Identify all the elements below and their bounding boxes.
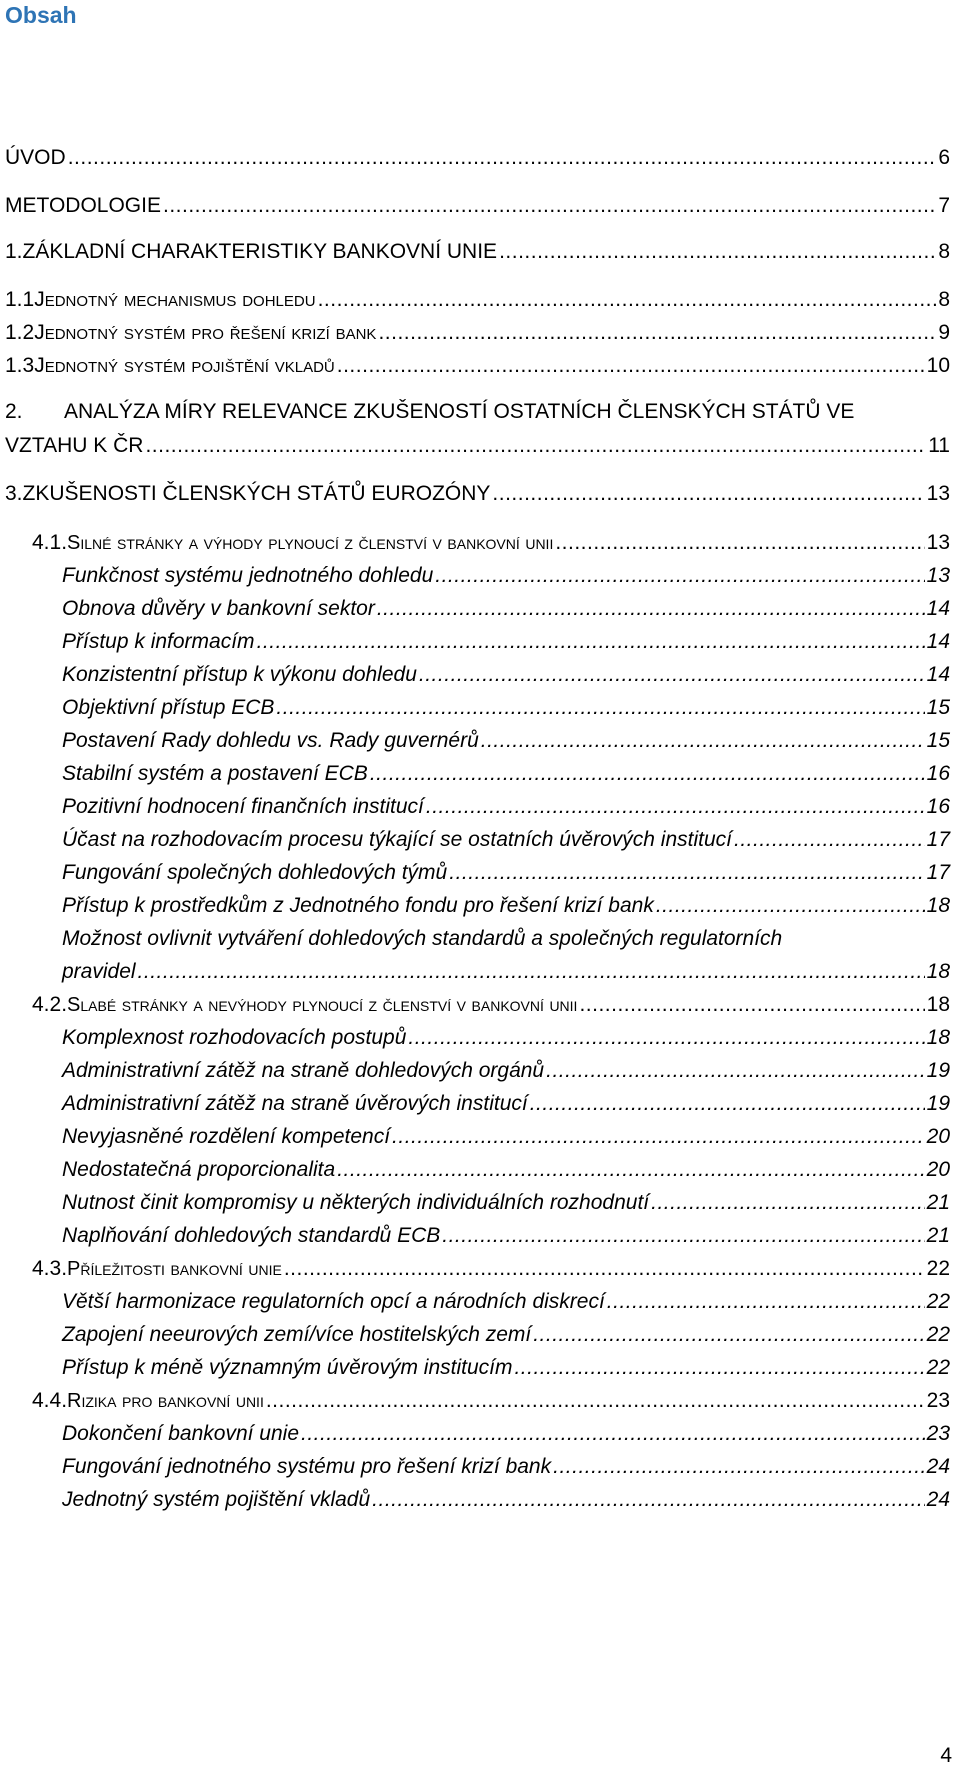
toc-entry-label: Pozitivní hodnocení finančních institucí — [62, 795, 424, 818]
toc-entry-label: Slabé stránky a nevýhody plynoucí z členství v bankovní unii — [67, 994, 578, 1016]
dot-leader — [530, 1090, 925, 1118]
toc-entry[interactable] — [62, 595, 950, 623]
toc-entry[interactable] — [62, 1354, 950, 1382]
dot-leader — [257, 628, 925, 656]
toc-entry-first-line[interactable] — [62, 925, 782, 953]
dot-leader — [163, 192, 936, 220]
dot-leader — [392, 1123, 925, 1151]
toc-entry[interactable] — [62, 1420, 950, 1448]
toc-entry-number: 4.2. — [32, 993, 68, 1016]
toc-entry-label: Administrativní zátěž na straně dohledových orgánů — [62, 1059, 545, 1082]
toc-entry-label: ZKUŠENOSTI ČLENSKÝCH STÁTŮ EUROZÓNY — [22, 482, 491, 505]
toc-entry-label: Nedostatečná proporcionalita — [62, 1158, 336, 1181]
dot-leader — [337, 1156, 924, 1184]
toc-entry-label: Objektivní přístup ECB — [62, 696, 275, 719]
toc-entry[interactable] — [62, 1189, 950, 1217]
toc-page-number: 18 — [926, 894, 950, 917]
toc-entry[interactable] — [62, 1156, 950, 1184]
toc-page-number: 14 — [926, 630, 950, 653]
dot-leader — [266, 1387, 925, 1415]
toc-page-number: 21 — [926, 1224, 950, 1247]
toc-entry-label: Nevyjasněné rozdělení kompetencí — [62, 1125, 391, 1148]
toc-entry[interactable] — [32, 529, 950, 557]
toc-entry-label: Postavení Rady dohledu vs. Rady guvernérů — [62, 729, 479, 752]
dot-leader — [68, 144, 937, 172]
toc-entry-label: Komplexnost rozhodovacích postupů — [62, 1026, 407, 1049]
dot-leader — [656, 892, 925, 920]
toc-entry[interactable] — [5, 432, 950, 460]
toc-page-number: 22 — [926, 1290, 950, 1313]
toc-entry[interactable] — [62, 826, 950, 854]
toc-entry-number: 4.1. — [32, 531, 68, 554]
toc-entry-label: Příležitosti bankovní unie — [67, 1258, 282, 1280]
dot-leader — [377, 595, 925, 623]
toc-entry[interactable] — [62, 562, 950, 590]
toc-entry-label: Silné stránky a výhody plynoucí z členství v bankovní unii — [67, 532, 554, 554]
dot-leader — [553, 1453, 925, 1481]
toc-page-number: 13 — [926, 564, 950, 587]
toc-page-number: 13 — [926, 531, 950, 554]
toc-page-number: 18 — [926, 960, 950, 983]
dot-leader — [492, 480, 924, 508]
toc-entry[interactable] — [62, 958, 950, 986]
toc-entry[interactable] — [32, 991, 950, 1019]
toc-page-number: 8 — [938, 240, 950, 263]
toc-page-number: 9 — [938, 321, 950, 344]
toc-entry-number: 1.1 — [5, 288, 35, 311]
toc-page-number: 24 — [926, 1455, 950, 1478]
toc-page-number: 21 — [926, 1191, 950, 1214]
toc-entry[interactable] — [5, 286, 950, 314]
toc-entry-label: VZTAHU K ČR — [5, 434, 144, 457]
dot-leader — [426, 793, 925, 821]
toc-page-number: 22 — [926, 1323, 950, 1346]
toc-page-number: 18 — [926, 1026, 950, 1049]
toc-page-number: 13 — [926, 482, 950, 505]
toc-entry[interactable] — [5, 352, 950, 380]
toc-entry[interactable] — [62, 1486, 950, 1514]
toc-entry[interactable] — [5, 480, 950, 508]
dot-leader — [546, 1057, 925, 1085]
dot-leader — [449, 859, 924, 887]
dot-leader — [555, 529, 924, 557]
toc-entry-number: 2. — [5, 400, 23, 423]
toc-entry-number: 1.3 — [5, 354, 35, 377]
toc-entry[interactable] — [62, 1090, 950, 1118]
toc-entry[interactable] — [62, 1222, 950, 1250]
dot-leader — [318, 286, 937, 314]
toc-entry-label: Fungování jednotného systému pro řešení krizí bank — [62, 1455, 552, 1478]
toc-entry-label: Stabilní systém a postavení ECB — [62, 762, 368, 785]
dot-leader — [533, 1321, 924, 1349]
toc-page-number: 20 — [926, 1125, 950, 1148]
dot-leader — [651, 1189, 925, 1217]
toc-entry[interactable] — [5, 192, 950, 220]
toc-entry[interactable] — [62, 859, 950, 887]
dot-leader — [442, 1222, 924, 1250]
toc-page-number: 16 — [926, 762, 950, 785]
toc-entry-label: ZÁKLADNÍ CHARAKTERISTIKY BANKOVNÍ UNIE — [22, 240, 498, 263]
dot-leader — [301, 1420, 925, 1448]
toc-entry-label: Nutnost činit kompromisy u některých individuálních rozhodnutí — [62, 1191, 650, 1214]
toc-entry-first-line[interactable] — [5, 398, 854, 426]
toc-entry-label: Přístup k informacím — [62, 630, 255, 653]
toc-entry-label: ÚVOD — [5, 146, 66, 169]
toc-entry-label: Účast na rozhodovacím procesu týkající se ostatních úvěrových institucí — [62, 828, 732, 851]
toc-page-number: 14 — [926, 663, 950, 686]
toc-entry-label: Jednotný systém pojištění vkladů — [34, 354, 335, 377]
toc-page-number: 14 — [926, 597, 950, 620]
toc-page-number: 24 — [926, 1488, 950, 1511]
toc-entry[interactable] — [62, 1321, 950, 1349]
toc-entry-label: Konzistentní přístup k výkonu dohledu — [62, 663, 417, 686]
dot-leader — [419, 661, 925, 689]
toc-entry-label: Přístup k méně významným úvěrovým institucím — [62, 1356, 513, 1379]
toc-page-number: 19 — [926, 1059, 950, 1082]
toc-entry[interactable] — [62, 1288, 950, 1316]
toc-entry[interactable] — [5, 238, 950, 266]
toc-entry-label-line1: Možnost ovlivnit vytváření dohledových standardů a společných regulatorních — [62, 927, 783, 950]
toc-entry[interactable] — [62, 661, 950, 689]
dot-leader — [607, 1288, 925, 1316]
toc-entry-label: Zapojení neeurových zemí/více hostitelských zemí — [62, 1323, 532, 1346]
dot-leader — [499, 238, 936, 266]
toc-page-number: 20 — [926, 1158, 950, 1181]
toc-page-number: 19 — [926, 1092, 950, 1115]
page-title: Obsah — [5, 2, 77, 28]
dot-leader — [435, 562, 924, 590]
toc-page-number: 8 — [938, 288, 950, 311]
toc-entry[interactable] — [62, 1453, 950, 1481]
toc-entry-number: 3. — [5, 482, 23, 505]
toc-entry-label: Větší harmonizace regulatorních opcí a národních diskrecí — [62, 1290, 605, 1313]
dot-leader — [370, 760, 925, 788]
dot-leader — [372, 1486, 924, 1514]
toc-entry[interactable] — [62, 694, 950, 722]
toc-page-number: 10 — [926, 354, 950, 377]
toc-entry-number: 4.3. — [32, 1257, 68, 1280]
toc-page-number: 23 — [926, 1422, 950, 1445]
toc-entry-label: pravidel — [62, 960, 136, 983]
dot-leader — [138, 958, 925, 986]
dot-leader — [408, 1024, 924, 1052]
dot-leader — [145, 432, 926, 460]
toc-entry[interactable] — [62, 1123, 950, 1151]
toc-entry[interactable] — [62, 1024, 950, 1052]
toc-entry[interactable] — [62, 628, 950, 656]
toc-entry[interactable] — [62, 793, 950, 821]
toc-entry[interactable] — [62, 1057, 950, 1085]
toc-page-number: 17 — [926, 861, 950, 884]
toc-entry-label: METODOLOGIE — [5, 194, 161, 217]
toc-page-number: 7 — [938, 194, 950, 217]
toc-entry[interactable] — [5, 319, 950, 347]
toc-entry-label: Přístup k prostředkům z Jednotného fondu pro řešení krizí bank — [62, 894, 654, 917]
toc-entry-number: 1.2 — [5, 321, 35, 344]
toc-entry-label: Obnova důvěry v bankovní sektor — [62, 597, 375, 620]
dot-leader — [276, 694, 924, 722]
toc-page-number: 23 — [926, 1389, 950, 1412]
toc-entry[interactable] — [5, 144, 950, 172]
toc-page-number: 15 — [926, 696, 950, 719]
toc-page-number: 16 — [926, 795, 950, 818]
dot-leader — [514, 1354, 924, 1382]
toc-entry-label: Funkčnost systému jednotného dohledu — [62, 564, 434, 587]
toc-entry[interactable] — [32, 1255, 950, 1283]
toc-page-number: 6 — [938, 146, 950, 169]
dot-leader — [337, 352, 925, 380]
toc-entry[interactable] — [62, 727, 950, 755]
toc-entry-label-line1: ANALÝZA MÍRY RELEVANCE ZKUŠENOSTÍ OSTATNÍCH ČLENSKÝCH STÁTŮ VE — [64, 400, 855, 423]
toc-entry[interactable] — [32, 1387, 950, 1415]
toc-page-number: 22 — [926, 1257, 950, 1280]
toc-entry-number: 1. — [5, 240, 23, 263]
dot-leader — [284, 1255, 925, 1283]
toc-entry-label: Fungování společných dohledových týmů — [62, 861, 448, 884]
dot-leader — [734, 826, 925, 854]
toc-entry-label: Administrativní zátěž na straně úvěrových institucí — [62, 1092, 528, 1115]
dot-leader — [579, 991, 924, 1019]
toc-entry[interactable] — [62, 892, 950, 920]
toc-entry-label: Dokončení bankovní unie — [62, 1422, 299, 1445]
toc-entry-label: Rizika pro bankovní unii — [67, 1390, 264, 1412]
toc-entry-label: Jednotný systém pojištění vkladů — [62, 1488, 371, 1511]
toc-entry-label: Jednotný mechanismus dohledu — [34, 288, 316, 311]
dot-leader — [481, 727, 925, 755]
toc-entry-label: Naplňování dohledových standardů ECB — [62, 1224, 441, 1247]
toc-page-number: 15 — [926, 729, 950, 752]
dot-leader — [378, 319, 936, 347]
toc-page-number: 17 — [926, 828, 950, 851]
toc-page-number: 18 — [926, 993, 950, 1016]
toc-entry-number: 4.4. — [32, 1389, 68, 1412]
toc-page-number: 22 — [926, 1356, 950, 1379]
toc-entry-label: Jednotný systém pro řešení krizí bank — [34, 321, 377, 344]
toc-entry[interactable] — [62, 760, 950, 788]
toc-page-number: 11 — [928, 434, 950, 457]
page-number: 4 — [940, 1744, 952, 1767]
